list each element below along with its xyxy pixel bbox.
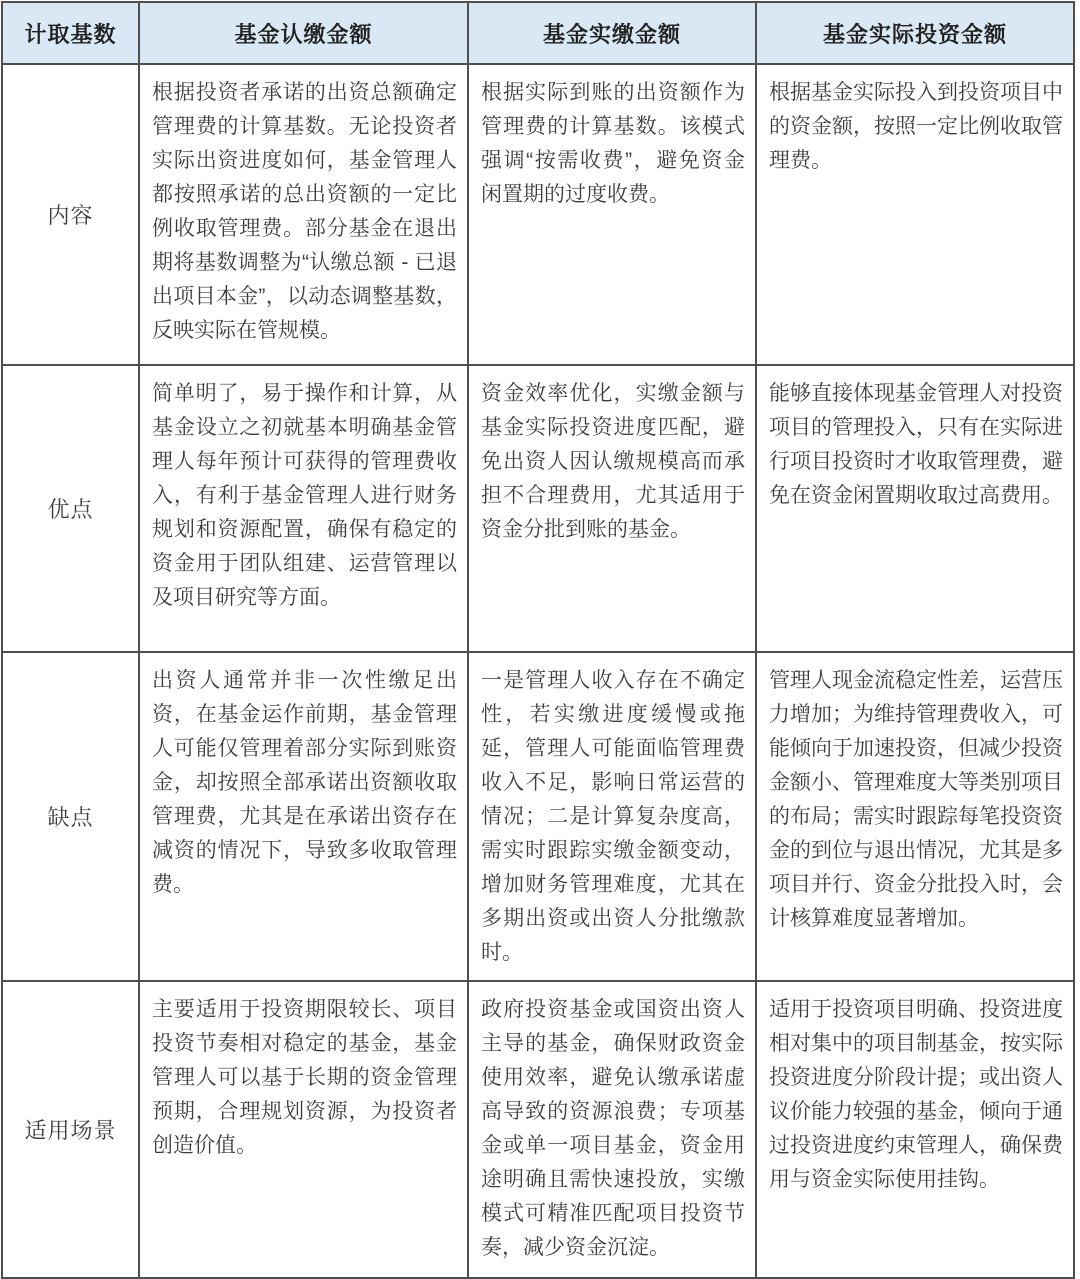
cell-cons-subscribed: 出资人通常并非一次性缴足出资，在基金运作前期，基金管理人可能仅管理着部分实际到账资金，却按照全部承诺出资额收取管理费，尤其是在承诺出资存在减资的情况下，导致多收取管理费。	[139, 652, 468, 981]
cell-scenarios-subscribed: 主要适用于投资期限较长、项目投资节奏相对稳定的基金，基金管理人可以基于长期的资金管理预期，合理规划资源，为投资者创造价值。	[139, 981, 468, 1278]
table-row-cons	[2, 652, 1074, 981]
cell-cons-actual-invested: 管理人现金流稳定性差，运营压力增加；为维持管理费收入，可能倾向于加速投资，但减少投资金额小、管理难度大等类别项目的布局；需实时跟踪每笔投资资金的到位与退出情况，尤其是多项目并行、资金分批投入时，会计核算难度显著增加。	[756, 652, 1074, 981]
cell-content-actual-invested: 根据基金实际投入到投资项目中的资金额，按照一定比例收取管理费。	[756, 64, 1074, 365]
cell-pros-paid-in: 资金效率优化，实缴金额与基金实际投资进度匹配，避免出资人因认缴规模高而承担不合理费用，尤其适用于资金分批到账的基金。	[468, 365, 756, 652]
cell-scenarios-actual-invested: 适用于投资项目明确、投资进度相对集中的项目制基金，按实际投资进度分阶段计提；或出资人议价能力较强的基金，倾向于通过投资进度约束管理人，确保费用与资金实际使用挂钩。	[756, 981, 1074, 1278]
row-label-applicable-scenarios: 适用场景	[2, 981, 139, 1278]
cell-cons-paid-in: 一是管理人收入存在不确定性，若实缴进度缓慢或拖延，管理人可能面临管理费收入不足，影响日常运营的情况；二是计算复杂度高，需实时跟踪实缴金额变动，增加财务管理难度，尤其在多期出资或出资人分批缴款时。	[468, 652, 756, 981]
cell-pros-subscribed: 简单明了，易于操作和计算，从基金设立之初就基本明确基金管理人每年预计可获得的管理费收入，有利于基金管理人进行财务规划和资源配置，确保有稳定的资金用于团队组建、运营管理以及项目研究等方面。	[139, 365, 468, 652]
cell-scenarios-paid-in: 政府投资基金或国资出资人主导的基金，确保财政资金使用效率，避免认缴承诺虚高导致的资源浪费；专项基金或单一项目基金，资金用途明确且需快速投放，实缴模式可精准匹配项目投资节奏，减少资金沉淀。	[468, 981, 756, 1278]
row-label-content: 内容	[2, 64, 139, 365]
header-row	[2, 2, 1074, 64]
table-row-content	[2, 64, 1074, 365]
row-label-pros: 优点	[2, 365, 139, 652]
fee-base-comparison-table	[1, 1, 1075, 1279]
header-cell-paid-in-amount: 基金实缴金额	[468, 2, 756, 64]
row-label-cons: 缺点	[2, 652, 139, 981]
header-cell-basis: 计取基数	[2, 2, 139, 64]
header-cell-actual-invested-amount: 基金实际投资金额	[756, 2, 1074, 64]
header-cell-subscribed-amount: 基金认缴金额	[139, 2, 468, 64]
cell-content-paid-in: 根据实际到账的出资额作为管理费的计算基数。该模式强调“按需收费”，避免资金闲置期的过度收费。	[468, 64, 756, 365]
cell-content-subscribed: 根据投资者承诺的出资总额确定管理费的计算基数。无论投资者实际出资进度如何，基金管理人都按照承诺的总出资额的一定比例收取管理费。部分基金在退出期将基数调整为“认缴总额 - 已退出项目本金”，以动态调整基数，反映实际在管规模。	[139, 64, 468, 365]
cell-pros-actual-invested: 能够直接体现基金管理人对投资项目的管理投入，只有在实际进行项目投资时才收取管理费，避免在资金闲置期收取过高费用。	[756, 365, 1074, 652]
table-row-pros	[2, 365, 1074, 652]
table-row-applicable-scenarios	[2, 981, 1074, 1278]
